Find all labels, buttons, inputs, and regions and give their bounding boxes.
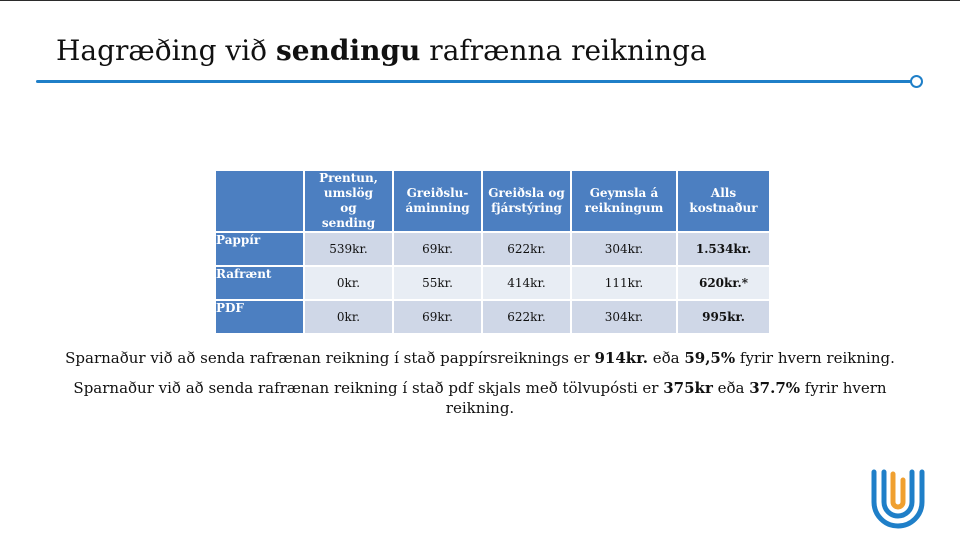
table-cell: 304kr. bbox=[571, 300, 677, 334]
table-row bbox=[215, 300, 770, 334]
title-bold: sendingu bbox=[275, 34, 421, 67]
total-cell: 1.534kr. bbox=[677, 232, 770, 266]
table-cell: 0kr. bbox=[304, 300, 393, 334]
table-header-cell: Greiðsla og fjárstýring bbox=[482, 170, 571, 232]
table-cell: 539kr. bbox=[304, 232, 393, 266]
row-label: PDF bbox=[215, 300, 304, 334]
table-cell: 0kr. bbox=[304, 266, 393, 300]
top-border-line bbox=[0, 0, 960, 1]
table-cell: 55kr. bbox=[393, 266, 482, 300]
title-rule-end-circle bbox=[910, 75, 923, 88]
table-cell: 622kr. bbox=[482, 232, 571, 266]
row-label: Rafrænt bbox=[215, 266, 304, 300]
table-row bbox=[215, 266, 770, 300]
table-cell: 111kr. bbox=[571, 266, 677, 300]
table-header-cell: Greiðslu-áminning bbox=[393, 170, 482, 232]
table-header-cell: Prentun, umslög og sending bbox=[304, 170, 393, 232]
table-header-row bbox=[215, 170, 770, 232]
table-header-cell: Alls kostnaður bbox=[677, 170, 770, 232]
table-cell: 69kr. bbox=[393, 232, 482, 266]
row-label: Pappír bbox=[215, 232, 304, 266]
table-header-cell: Geymsla á reikningum bbox=[571, 170, 677, 232]
table-cell: 414kr. bbox=[482, 266, 571, 300]
table-cell: 69kr. bbox=[393, 300, 482, 334]
savings-note-pdf: Sparnaður við að senda rafrænan reikning í stað pdf skjals með tölvupósti er 375kr eða 37.7% fyrir hvern reikning. bbox=[73, 379, 887, 417]
title-part2: rafrænna reikninga bbox=[420, 34, 707, 67]
table-header-cell bbox=[215, 170, 304, 232]
title-rule bbox=[36, 80, 912, 83]
cost-table bbox=[214, 169, 771, 335]
table-row bbox=[215, 232, 770, 266]
savings-note-paper: Sparnaður við að senda rafrænan reikning í stað pappírsreiknings er 914kr. eða 59,5% fyrir hvern reikning. bbox=[65, 349, 895, 367]
title-part1: Hagræðing við bbox=[56, 34, 276, 67]
table-cell: 304kr. bbox=[571, 232, 677, 266]
table-cell: 622kr. bbox=[482, 300, 571, 334]
u-shaped-brand-logo-icon bbox=[866, 466, 930, 530]
total-cell: 620kr.* bbox=[677, 266, 770, 300]
total-cell: 995kr. bbox=[677, 300, 770, 334]
slide-title bbox=[56, 34, 707, 67]
